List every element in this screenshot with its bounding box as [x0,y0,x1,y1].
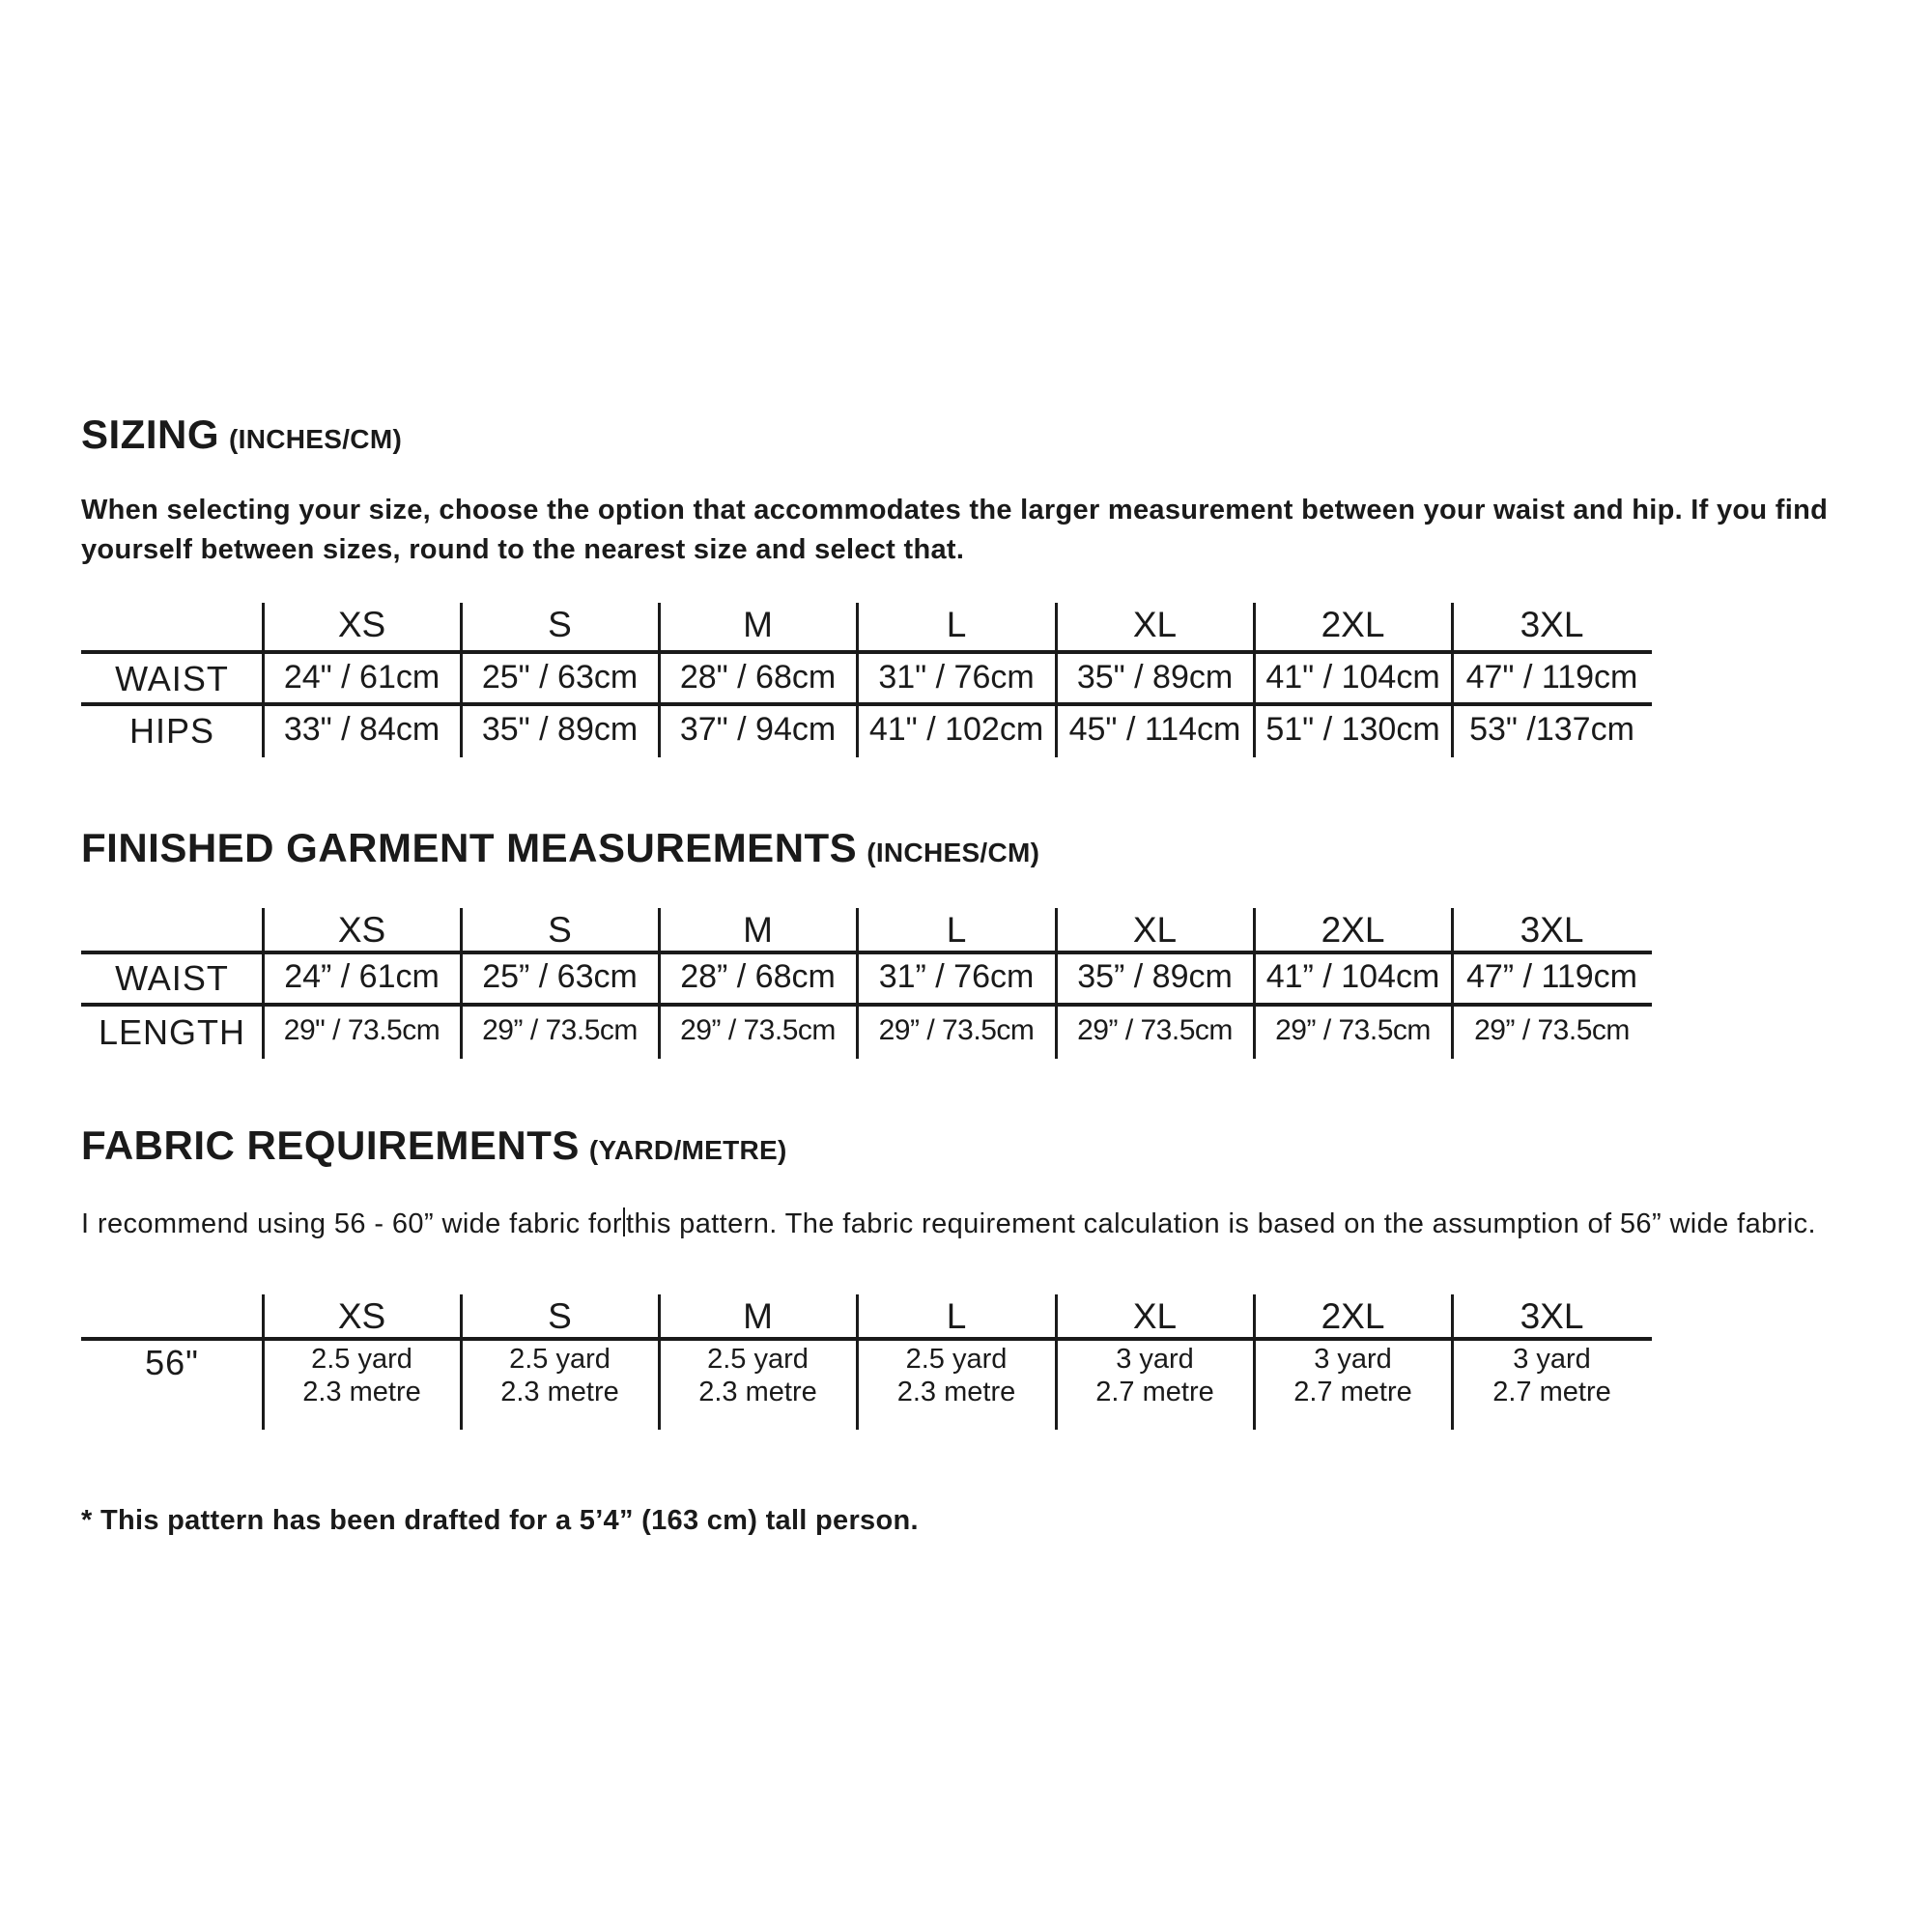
garment-size-header-xl: XL [1132,910,1178,950]
fabric-header-rule [81,1337,1652,1341]
text-cursor [623,1208,625,1236]
garment-cell: 29” / 73.5cm [878,1014,1035,1046]
garment-cell: 47” / 119cm [1465,958,1637,995]
fabric-size-header-m: M [743,1296,773,1336]
fabric-size-header-2xl: 2XL [1321,1296,1385,1336]
sizing-cell: 24" / 61cm [283,659,440,696]
garment-size-header-2xl: 2XL [1321,910,1385,950]
fabric-size-header-xl: XL [1132,1296,1178,1336]
sizing-size-header-l: L [946,605,967,644]
sizing-size-header-s: S [548,605,572,644]
garment-cell: 29” / 73.5cm [1275,1014,1431,1046]
sizing-row-label: WAIST [115,659,229,698]
fabric-cell [461,1343,659,1408]
sizing-cell: 51" / 130cm [1265,711,1440,748]
fabric-cell [1452,1343,1652,1408]
fabric-metre-value: 2.3 metre [302,1377,421,1407]
fabric-yard-value: 2.5 yard [311,1344,412,1375]
garment-size-header-m: M [743,910,773,950]
fabric-row-label: 56" [145,1343,199,1382]
garment-cell: 35” / 89cm [1077,958,1233,995]
fabric-metre-value: 2.3 metre [896,1377,1016,1407]
garment-cell: 28” / 68cm [680,958,836,995]
fabric-cell [1056,1343,1254,1408]
sizing-cell: 35" / 89cm [481,711,639,748]
garment-size-header-l: L [946,910,967,950]
fabric-intro-part2: this pattern. The fabric requirement calculation is based on the assumption of 56” wide fabric. [625,1208,1816,1239]
sizing-cell: 28" / 68cm [679,659,837,696]
fabric-cell [1254,1343,1452,1408]
garment-heading [81,825,1039,871]
fabric-size-header-l: L [946,1296,967,1336]
sizing-size-header-xs: XS [337,605,386,644]
fabric-yard-value: 2.5 yard [905,1344,1008,1375]
garment-row-label: LENGTH [98,1012,246,1052]
fabric-size-header-3xl: 3XL [1520,1296,1584,1336]
garment-row-rule [81,1003,1652,1007]
sizing-title: SIZING [81,412,220,457]
fabric-intro [81,1208,1888,1240]
sizing-cell: 37" / 94cm [679,711,837,748]
fabric-metre-value: 2.7 metre [1293,1377,1412,1407]
fabric-metre-value: 2.3 metre [698,1377,817,1407]
fabric-metre-value: 2.7 metre [1095,1377,1214,1407]
fabric-size-header-s: S [548,1296,572,1336]
sizing-size-header-m: M [743,605,773,644]
garment-size-header-xs: XS [337,910,386,950]
footnote: * This pattern has been drafted for a 5’4” (163 cm) tall person. [81,1505,919,1536]
garment-cell: 25” / 63cm [482,958,638,995]
garment-cell: 29" / 73.5cm [283,1014,440,1046]
sizing-cell: 25" / 63cm [481,659,639,696]
fabric-yard-value: 2.5 yard [509,1344,611,1375]
sizing-cell: 31" / 76cm [878,659,1035,696]
garment-cell: 29” / 73.5cm [1474,1014,1630,1046]
fabric-metre-value: 2.3 metre [500,1377,619,1407]
garment-row-label: WAIST [115,958,229,998]
sizing-cell: 47" / 119cm [1465,659,1638,696]
garment-cell: 41” / 104cm [1265,958,1440,995]
sizing-cell: 41" / 104cm [1265,659,1440,696]
garment-cell: 24” / 61cm [284,958,440,995]
fabric-cell [263,1343,461,1408]
sizing-row-rule [81,702,1652,706]
sizing-heading [81,412,402,458]
sizing-cell: 33" / 84cm [283,711,440,748]
garment-size-header-3xl: 3XL [1520,910,1584,950]
fabric-cell [857,1343,1056,1408]
sizing-cell: 35" / 89cm [1076,659,1234,696]
garment-cell: 29” / 73.5cm [680,1014,836,1046]
garment-unit: (INCHES/CM) [867,838,1040,867]
sizing-cell: 41" / 102cm [868,711,1044,748]
fabric-metre-value: 2.7 metre [1492,1377,1611,1407]
sizing-unit: (INCHES/CM) [229,424,403,454]
fabric-unit: (YARD/METRE) [588,1135,787,1165]
sizing-size-header-3xl: 3XL [1520,605,1584,644]
fabric-intro-part1: I recommend using 56 - 60” wide fabric for [81,1208,622,1239]
garment-header-rule [81,951,1652,954]
fabric-yard-value: 3 yard [1513,1344,1591,1375]
sizing-cell: 53" /137cm [1469,711,1634,748]
garment-title: FINISHED GARMENT MEASUREMENTS [81,825,858,870]
fabric-cell [659,1343,857,1408]
fabric-yard-value: 2.5 yard [707,1344,809,1375]
fabric-yard-value: 3 yard [1116,1344,1194,1375]
sizing-row-label: HIPS [128,711,215,751]
sizing-size-header-2xl: 2XL [1321,605,1385,644]
garment-cell: 29” / 73.5cm [482,1014,638,1046]
sizing-cell: 45" / 114cm [1068,711,1241,748]
fabric-heading [81,1122,787,1169]
sizing-header-rule [81,650,1652,654]
garment-cell: 29” / 73.5cm [1077,1014,1233,1046]
sizing-intro: When selecting your size, choose the option that accommodates the larger measurement between your waist and hip. If you find yourself between sizes, round to the nearest size and select that. [81,495,1829,565]
fabric-yard-value: 3 yard [1314,1344,1392,1375]
fabric-size-header-xs: XS [337,1296,386,1336]
garment-size-header-s: S [548,910,572,950]
sizing-size-header-xl: XL [1132,605,1178,644]
fabric-title: FABRIC REQUIREMENTS [81,1122,580,1168]
garment-cell: 31” / 76cm [878,958,1035,995]
